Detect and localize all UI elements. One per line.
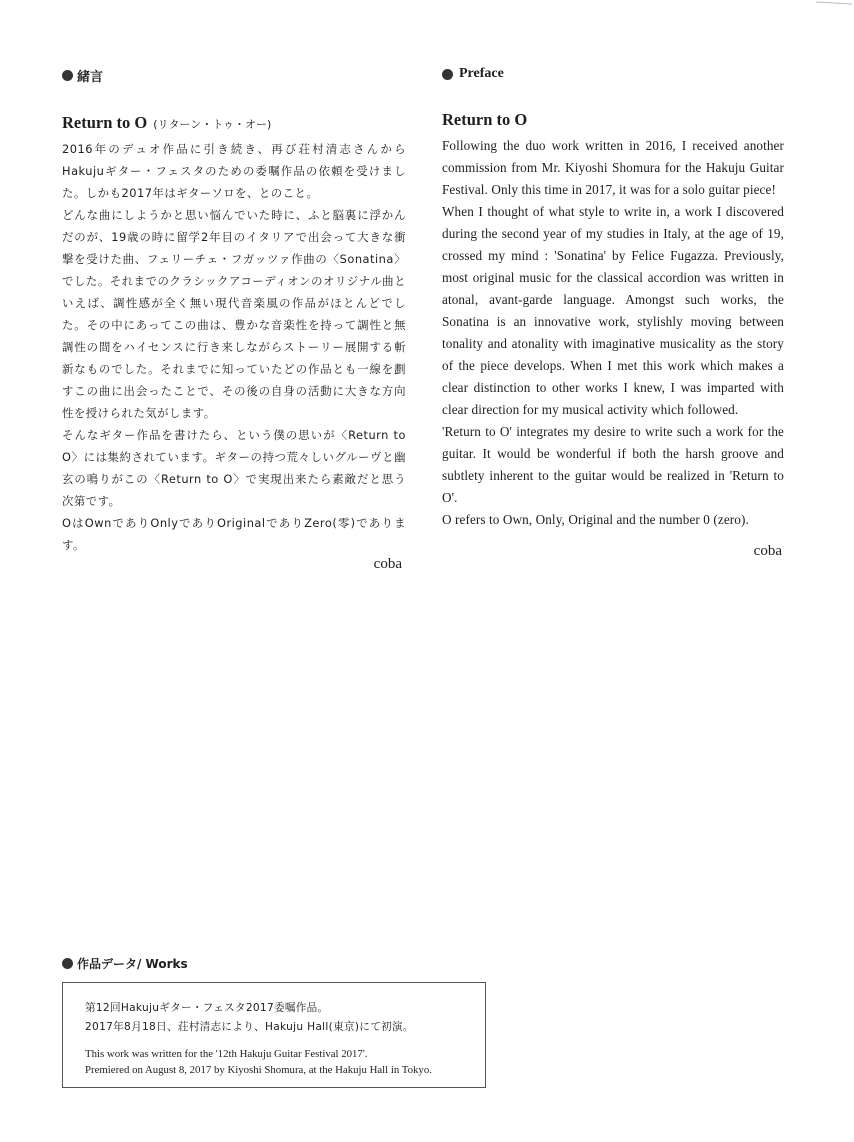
section-heading-japanese (62, 66, 406, 85)
signature: coba (753, 543, 782, 559)
paragraph-4: O refers to Own, Only, Original and the number 0 (zero). (442, 512, 749, 527)
bullet-icon (62, 958, 73, 969)
paragraph-3: 'Return to O' integrates my desire to write such a work for the guitar. It would be wonderful if both the harsh groove and subtlety inherent to the guitar would be realized in 'Return to O'. (442, 424, 784, 505)
works-jp-line-1: 第12回Hakujuギター・フェスタ2017委嘱作品。 (85, 1002, 329, 1014)
heading-label: 作品データ/ Works (77, 957, 188, 971)
works-info-box (62, 982, 486, 1088)
bullet-icon (62, 70, 73, 81)
section-heading-works (62, 955, 492, 972)
work-title-text: Return to O (62, 113, 148, 132)
japanese-preface-column (62, 66, 406, 573)
work-title-kana: (リターン・トゥ・オー) (153, 118, 272, 131)
paragraph-1: Following the duo work written in 2016, I received another commission from Mr. Kiyoshi Shomura for the Hakuju Guitar Festival. Only this time in 2017, it was for a solo guitar piece! (442, 138, 784, 197)
paragraph-3: そんなギター作品を書けたら、という僕の思いが〈Return to O〉には集約されています。ギターの持つ荒々しいグルーヴと幽玄の鳴りがこの〈Return to O〉で実現出来たら素敵だと思う次第です。 (62, 428, 406, 508)
section-heading-english (442, 66, 784, 82)
signature: coba (373, 556, 402, 572)
paragraph-4: OはOwnでありOnlyでありOriginalでありZero(零)であります。 (62, 516, 406, 552)
english-preface-column (442, 66, 784, 560)
work-title-english: Return to O (442, 110, 528, 129)
work-title-japanese (62, 113, 406, 133)
heading-label: 緒言 (77, 70, 104, 85)
bullet-icon (442, 69, 453, 80)
scan-edge-mark (814, 0, 854, 8)
paragraph-1: 2016年のデュオ作品に引き続き、再び荘村清志さんからHakujuギター・フェスタのための委嘱作品の依頼を受けました。しかも2017年はギターソロを、とのこと。 (62, 142, 406, 200)
paragraph-2: どんな曲にしようかと思い悩んでいた時に、ふと脳裏に浮かんだのが、19歳の時に留学2年目のイタリアで出会って大きな衝撃を受けた曲、フェリーチェ・フガッツァ作曲の〈Sonatina〉でした。それまでのクラシックアコーディオンのオリジナル曲といえば、調性感が全く無い現代音楽風の作品がほとんどでした。その中にあってこの曲は、豊かな音楽性を持って調性と無調性の間をハイセンスに行き来しながらストーリー展開する斬新なものでした。それまでに知っていたどの作品とも一線を劃すこの曲に出会ったことで、その後の自身の活動に大きな方向性を授けられた気がします。 (62, 208, 406, 420)
paragraph-2: When I thought of what style to write in, a work I discovered during the second year of my studies in Italy, at the age of 19, crossed my mind : 'Sonatina' by Felice Fugazza. Previously, most original music for the classical accordion was written in atonal, avant-garde language. Amongst such works, the Sonatina is an innovative work, stylishly moving between tonality and atonality with imaginative musicality as the story of the piece develops. When I met this work which makes a clear distinction to other works I knew, I was imparted with clear direction for my musical activity which followed. (442, 204, 784, 417)
works-jp-line-2: 2017年8月18日、荘村清志により、Hakuju Hall(東京)にて初演。 (85, 1021, 414, 1033)
works-en-line-2: Premiered on August 8, 2017 by Kiyoshi Shomura, at the Hakuju Hall in Tokyo. (85, 1064, 432, 1076)
works-en-line-1: This work was written for the '12th Hakuju Guitar Festival 2017'. (85, 1048, 368, 1060)
works-section (62, 955, 492, 1088)
heading-label: Preface (459, 66, 504, 81)
